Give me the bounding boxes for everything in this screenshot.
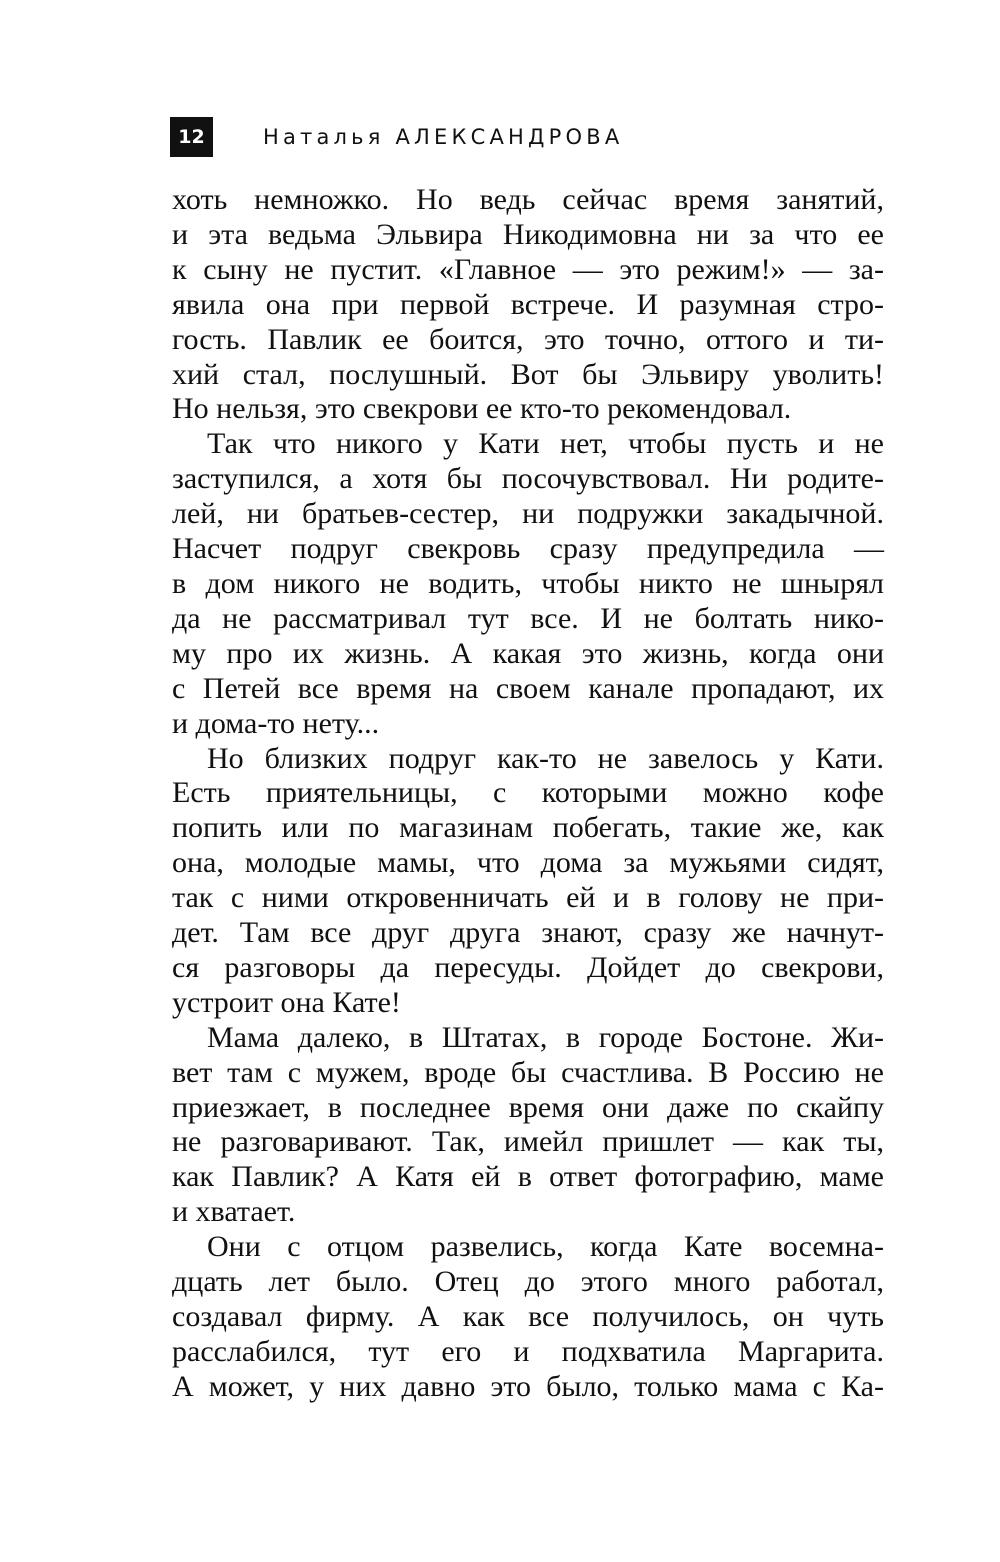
- text-line: так с ними откровенничать ей и в голову не при-: [172, 881, 884, 915]
- text-line: попить или по магазинам побегать, такие же, как: [172, 811, 884, 845]
- text-line: она, молодые мамы, что дома за мужьями сидят,: [172, 846, 884, 880]
- text-line: вет там с мужем, вроде бы счастлива. В Россию не: [172, 1055, 884, 1089]
- paragraph: [172, 1230, 884, 1405]
- text-line: расслабился, тут его и подхватила Маргарита.: [172, 1334, 884, 1368]
- author-name: Наталья АЛЕКСАНДРОВА: [263, 125, 624, 149]
- text-line: устроит она Кате!: [172, 985, 401, 1019]
- text-line: Но нельзя, это свекрови ее кто-то рекомендовал.: [172, 392, 792, 426]
- text-line: гость. Павлик ее боится, это точно, оттого и ти-: [172, 322, 884, 356]
- text-line: Мама далеко, в Штатах, в городе Бостоне. Жи-: [207, 1020, 884, 1054]
- text-line: хоть немножко. Но ведь сейчас время занятий,: [172, 183, 884, 216]
- text-line: и эта ведьма Эльвира Никодимовна ни за что ее: [172, 217, 884, 251]
- text-line: Насчет подруг свекровь сразу предупредила —: [172, 532, 884, 566]
- text-line: лей, ни братьев-сестер, ни подружки закадычной.: [172, 497, 884, 531]
- paragraph: [172, 183, 884, 427]
- text-line: Но близких подруг как-то не завелось у Кати.: [207, 741, 884, 775]
- text-line: и хватает.: [172, 1195, 296, 1229]
- text-line: дет. Там все друг друга знают, сразу же начнут-: [172, 916, 884, 950]
- text-line: с Петей все время на своем канале пропадают, их: [172, 671, 884, 705]
- text-line: Они с отцом развелись, когда Кате восемна-: [207, 1230, 884, 1264]
- text-line: не разговаривают. Так, имейл пришлет — как ты,: [172, 1125, 884, 1159]
- text-line: как Павлик? А Катя ей в ответ фотографию, маме: [172, 1160, 884, 1194]
- text-line: А может, у них давно это было, только мама с Ка-: [172, 1369, 884, 1403]
- paragraph: [172, 1021, 884, 1230]
- text-line: му про их жизнь. А какая это жизнь, когда они: [172, 636, 884, 670]
- text-line: Так что никого у Кати нет, чтобы пусть и не: [207, 427, 884, 461]
- paragraph: [172, 742, 884, 1021]
- text-line: заступился, а хотя бы посочувствовал. Ни родите-: [172, 462, 884, 496]
- text-line: в дом никого не водить, чтобы никто не шнырял: [172, 566, 884, 600]
- text-line: создавал фирму. А как все получилось, он чуть: [172, 1300, 884, 1333]
- text-line: ся разговоры да пересуды. Дойдет до свекрови,: [172, 950, 884, 984]
- text-line: приезжает, в последнее время они даже по скайпу: [172, 1090, 884, 1124]
- text-line: дцать лет было. Отец до этого много работал,: [172, 1265, 884, 1299]
- text-line: Есть приятельницы, с которыми можно кофе: [172, 776, 884, 810]
- text-line: и дома-то нету...: [172, 706, 380, 740]
- text-line: да не рассматривал тут все. И не болтать нико-: [172, 601, 884, 635]
- text-line: явила она при первой встрече. И разумная стро-: [172, 287, 884, 321]
- text-line: к сыну не пустит. «Главное — это режим!» — за-: [172, 252, 884, 286]
- paragraph: [172, 427, 884, 741]
- page-number: 12: [170, 117, 213, 157]
- text-line: хий стал, послушный. Вот бы Эльвиру уволить!: [172, 357, 884, 391]
- running-head: [170, 117, 623, 157]
- body-text: [172, 183, 884, 1405]
